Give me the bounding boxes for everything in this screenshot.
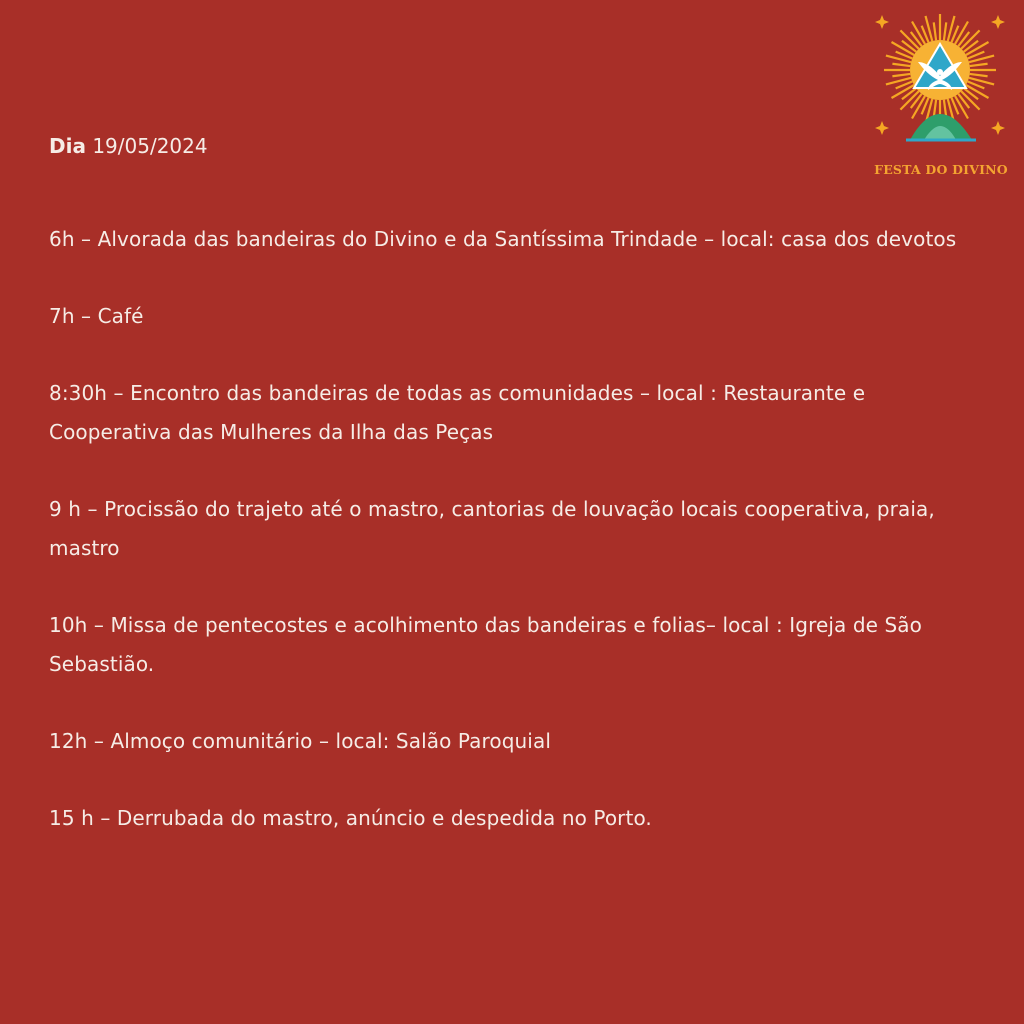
schedule-item-0900: 9 h – Procissão do trajeto até o mastro, cantorias de louvação locais cooperativa, praia, mastro [49,497,935,560]
schedule [49,128,969,876]
schedule-item-1200: 12h – Almoço comunitário – local: Salão Paroquial [49,729,551,753]
date-value: 19/05/2024 [92,134,208,158]
date-label: Dia [49,134,86,158]
schedule-item-0830: 8:30h – Encontro das bandeiras de todas as comunidades – local : Restaurante e Cooperativa das Mulheres da Ilha das Peças [49,381,866,444]
schedule-item-0700: 7h – Café [49,304,144,328]
logo-text: FESTA DO DIVINO [874,162,1008,177]
schedule-item-1500: 15 h – Derrubada do mastro, anúncio e despedida no Porto. [49,806,652,830]
date-line [49,128,969,164]
schedule-item-0600: 6h – Alvorada das bandeiras do Divino e da Santíssima Trindade – local: casa dos devotos [49,227,957,251]
schedule-item-1000: 10h – Missa de pentecostes e acolhimento das bandeiras e folias– local : Igreja de São Sebastião. [49,613,923,676]
